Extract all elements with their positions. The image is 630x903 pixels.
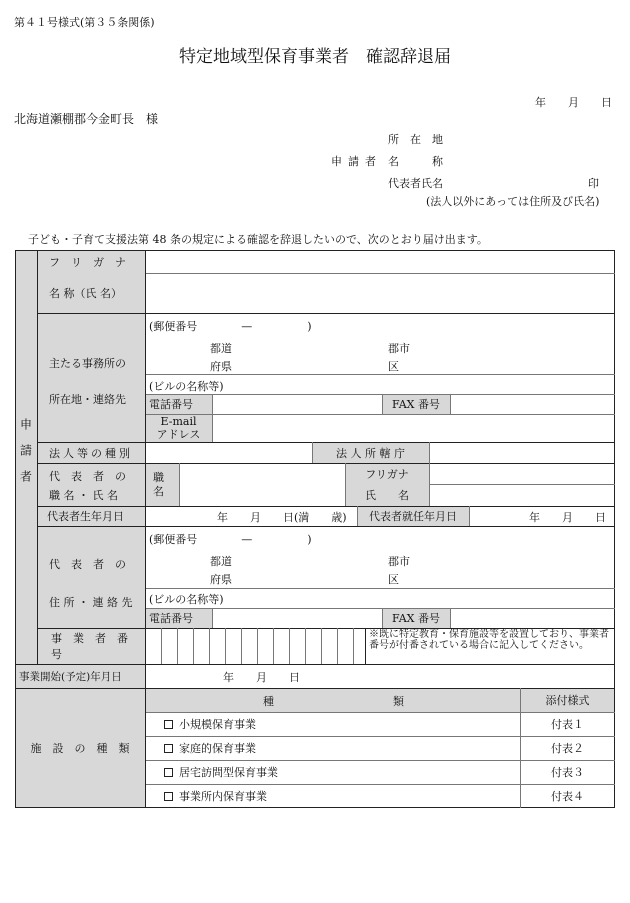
facility-attach: 付表２: [551, 742, 584, 755]
side-label-applicant: 申請者: [18, 418, 33, 496]
kind-header-2: 類: [393, 695, 404, 708]
rep-start-value: 年 月 日: [529, 511, 606, 524]
furigana-label: フ リ ガ ナ: [49, 255, 126, 269]
name-label-cell: 名 称（氏 名）: [49, 287, 122, 300]
rep-fu-ken: 府県: [210, 573, 232, 586]
office-fax-label: FAX 番号: [392, 398, 440, 411]
office-gun-shi: 郡市: [388, 342, 410, 355]
facility-name: 家庭的保育事業: [179, 742, 256, 755]
rep-to-do: 都道: [210, 555, 232, 568]
email-label-1: E-mail: [160, 415, 197, 428]
corp-type-label: 法人等の種別: [49, 446, 133, 460]
checkbox-icon[interactable]: [164, 720, 173, 729]
checkbox-icon[interactable]: [164, 792, 173, 801]
office-postal: (郵便番号 — ): [149, 320, 312, 333]
form-table: [15, 250, 615, 808]
intro-text: 子ども・子育て支援法第 48 条の規定による確認を辞退したいので、次のとおり届け出ます。: [28, 233, 488, 246]
office-to-do: 都道: [210, 342, 232, 355]
rep-title-label-1: 代 表 者 の: [49, 470, 126, 483]
rep-name-cell-label: 氏 名: [365, 489, 409, 502]
shoku-label-1: 職: [153, 471, 164, 484]
facility-name: 事業所内保育事業: [179, 790, 267, 803]
applicant-note: (法人以外にあっては住所及び氏名): [426, 195, 600, 208]
rep-addr-label-1: 代 表 者 の: [49, 558, 126, 571]
facility-label: 施 設 の 種 類: [30, 742, 130, 755]
rep-phone-label: 電話番号: [149, 612, 193, 625]
form-number: 第４１号様式(第３５条関係): [14, 16, 155, 29]
rep-fax-label: FAX 番号: [392, 612, 440, 625]
office-fu-ken: 府県: [210, 360, 232, 373]
rep-start-label: 代表者就任年月日: [369, 510, 457, 523]
facility-attach: 付表１: [551, 718, 584, 731]
rep-furigana-label: フリガナ: [365, 467, 409, 481]
rep-ku: 区: [388, 573, 399, 586]
office-phone-label: 電話番号: [149, 398, 193, 411]
facility-attach: 付表３: [551, 766, 584, 779]
shoku-label-2: 名: [153, 485, 164, 498]
facility-name: 居宅訪問型保育事業: [179, 766, 278, 779]
name-label: 名 称: [388, 155, 443, 168]
page-title: 特定地域型保育事業者 確認辞退届: [179, 47, 451, 67]
start-date-value: 年 月 日: [223, 671, 300, 684]
rep-gun-shi: 郡市: [388, 555, 410, 568]
facility-name: 小規模保育事業: [179, 718, 256, 731]
applicant-group-label: 申請者: [331, 155, 382, 168]
email-label-2: アドレス: [156, 428, 201, 441]
seal-mark: 印: [588, 177, 599, 190]
rep-postal: (郵便番号 — ): [149, 533, 312, 546]
facility-row-4[interactable]: [160, 784, 515, 808]
rep-name-label: 代表者氏名: [388, 177, 443, 190]
rep-addr-label-2: 住 所 ・ 連 絡 先: [49, 596, 133, 609]
rep-birth-label: 代表者生年月日: [47, 510, 124, 523]
checkbox-icon[interactable]: [164, 744, 173, 753]
biz-number-note: ※既に特定教育・保育施設等を設置しており、事業者番号が付番されている場合に記入してください。: [369, 629, 609, 651]
checkbox-icon[interactable]: [164, 768, 173, 777]
office-building: (ビルの名称等): [149, 380, 224, 393]
rep-building: (ビルの名称等): [149, 593, 224, 606]
facility-row-2[interactable]: [160, 736, 515, 760]
kind-header-1: 種: [263, 695, 274, 708]
corp-office-label: 法 人 所 轄 庁: [336, 446, 405, 460]
rep-title-label-2: 職 名 ・ 氏 名: [49, 489, 118, 502]
office-label-2: 所在地・連絡先: [49, 393, 126, 406]
rep-birth-value: 年 月 日(満 歳): [217, 511, 347, 524]
biz-number-label: 事 業 者 番 号: [51, 632, 139, 661]
attach-header: 添付様式: [545, 694, 590, 707]
addressee: 北海道瀬棚郡今金町長 様: [14, 112, 159, 126]
office-label-1: 主たる事務所の: [49, 357, 126, 370]
start-date-label: 事業開始(予定)年月日: [19, 670, 122, 683]
date-line: 年 月 日: [535, 96, 612, 109]
facility-row-3[interactable]: [160, 760, 515, 784]
facility-row-1[interactable]: [160, 712, 515, 736]
address-label: 所 在 地: [388, 133, 443, 146]
office-ku: 区: [388, 360, 399, 373]
facility-attach: 付表４: [551, 790, 584, 803]
